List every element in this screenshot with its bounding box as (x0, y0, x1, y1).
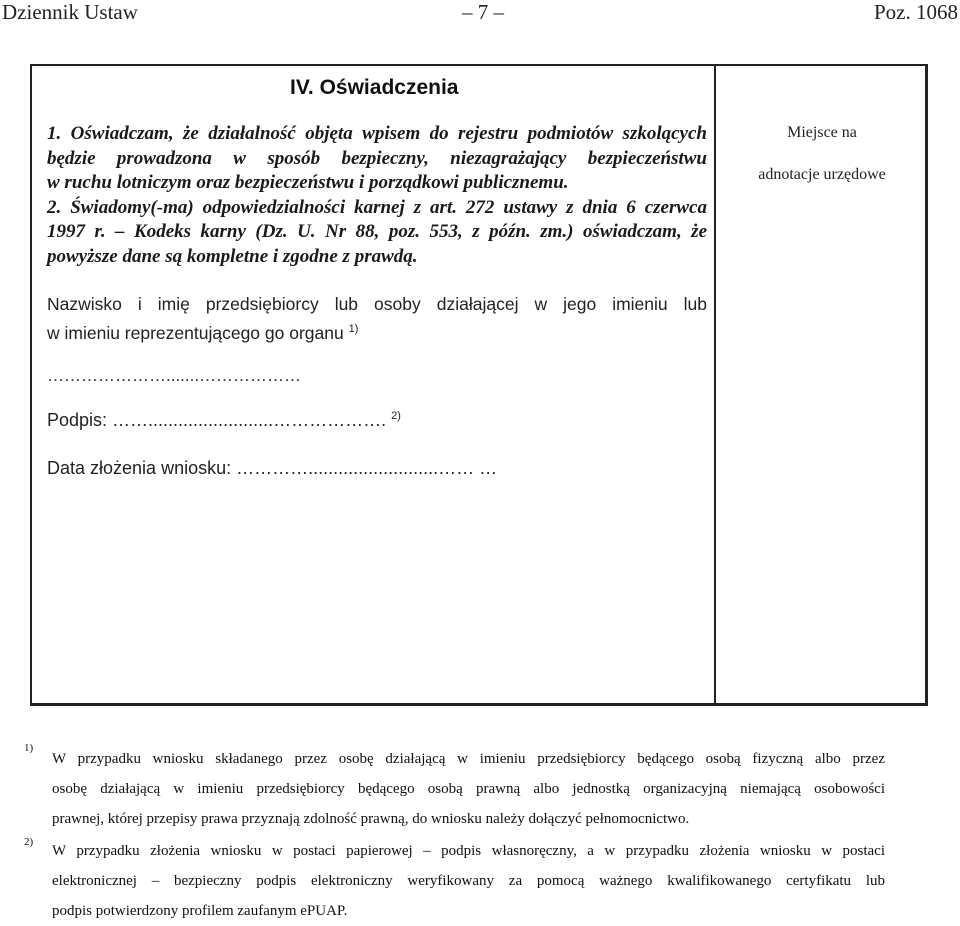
footnote-2-line-3: podpis potwierdzony profilem zaufanym ePUAP. (52, 903, 348, 919)
position-number: Poz. 1068 (874, 0, 958, 24)
declaration-1-line-1: 1. Oświadczam, że działalność objęta wpisem do rejestru podmiotów szkolących (47, 123, 707, 144)
signature-fill-line[interactable]: …….........................………………. (107, 410, 387, 430)
office-notes-line-1: Miejsce na (787, 124, 857, 141)
footnote-ref-2: 2) (391, 410, 401, 422)
page-number: – 7 – (462, 0, 504, 24)
declaration-1-line-3: w ruchu lotniczym oraz bezpieczeństwu i porządkowi publicznemu. (47, 172, 569, 193)
declaration-2-line-1: 2. Świadomy(-ma) odpowiedzialności karnej z art. 272 ustawy z dnia 6 czerwca (47, 196, 707, 218)
footnote-1-line-2: osobę działającą w imieniu przedsiębiorcy będącego osobą prawną albo jednostką organizacyjną niemającą osobowości (52, 781, 885, 797)
office-notes-box (716, 112, 928, 196)
signature-field (47, 410, 707, 431)
date-field (47, 458, 707, 479)
date-fill-line[interactable]: …………..........................…… … (231, 458, 498, 478)
footnote-2-mark: 2) (24, 836, 34, 848)
declaration-2-line-3: powyższe dane są kompletne i zgodne z prawdą. (47, 245, 418, 267)
journal-name: Dziennik Ustaw (2, 0, 138, 24)
footnote-1 (52, 744, 885, 834)
declaration-2-line-2: 1997 r. – Kodeks karny (Dz. U. Nr 88, poz. 553, z późn. zm.) oświadczam, że (47, 221, 707, 242)
name-label-line-2 (47, 317, 707, 346)
name-field-label (47, 292, 707, 346)
office-notes-line-2: adnotacje urzędowe (758, 166, 886, 183)
footnote-1-mark: 1) (24, 742, 34, 754)
footnote-2 (52, 836, 885, 926)
footnote-1-line-1: W przypadku wniosku składanego przez osobę działającą w imieniu przedsiębiorcy będącego osobą fizyczną albo przez (52, 751, 885, 767)
footnote-2-line-1: W przypadku złożenia wniosku w postaci papierowej – podpis własnoręczny, a w przypadku złożenia wniosku w postaci (52, 843, 885, 859)
footnote-1-line-3: prawnej, której przepisy prawa przyznają zdolność prawną, do wniosku należy dołączyć pełnomocnictwo. (52, 811, 690, 827)
name-label-line-2-text: w imieniu reprezentującego go organu (47, 322, 344, 343)
footnote-2-line-2: elektronicznej – bezpieczny podpis elektroniczny weryfikowany za pomocą ważnego kwalifikowanego certyfikatu lub (52, 873, 885, 889)
name-label-line-1: Nazwisko i imię przedsiębiorcy lub osoby działającej w jego imieniu lub (47, 294, 707, 314)
date-label: Data złożenia wniosku: (47, 458, 232, 478)
declarations-block (47, 122, 707, 269)
section-title: IV. Oświadczenia (290, 76, 459, 99)
name-fill-line[interactable]: ………………….......……………… (47, 366, 302, 385)
declaration-1-line-2: będzie prowadzona w sposób bezpieczny, niezagrażający bezpieczeństwu (47, 147, 707, 169)
footnote-ref-1: 1) (348, 323, 359, 335)
signature-label: Podpis: (47, 410, 108, 430)
